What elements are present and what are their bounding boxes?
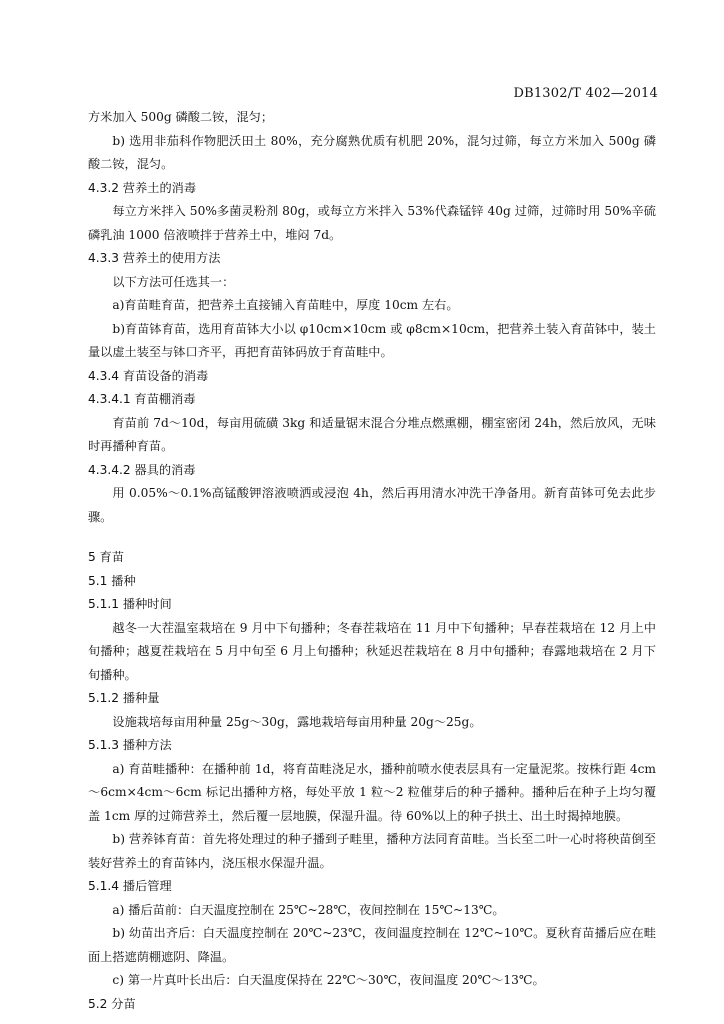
- body-paragraph: 越冬一大茬温室栽培在 9 月中下旬播种；冬春茬栽培在 11 月中下旬播种；早春茬栽培在 12 月上中旬播种；越夏茬栽培在 5 月中旬至 6 月上旬播种；秋延迟茬栽培在 8 月中旬播种；春露地栽培在 2 月下旬播种。: [88, 620, 656, 682]
- section-heading: 5.1.4 播后管理: [88, 879, 172, 893]
- body-paragraph: 设施栽培每亩用种量 25g～30g，露地栽培每亩用种量 20g～25g。: [112, 714, 482, 729]
- section-heading: 4.3.3 营养土的使用方法: [88, 251, 221, 265]
- section-heading: 4.3.4.1 育苗棚消毒: [88, 392, 196, 406]
- section-heading: 5.2 分苗: [88, 996, 136, 1011]
- body-paragraph: a) 育苗畦播种：在播种前 1d，将育苗畦浇足水，播种前喷水使表层具有一定量泥浆。按株行距 4cm～6cm×4cm～6cm 标记出播种方格，每处平放 1 粒～2 粒催芽后的种子播种。播种后在种子上均匀覆盖 1cm 厚的过筛营养土，然后覆一层地膜，保湿升温。待 60%以上的种子拱土、出土时揭掉地膜。: [88, 761, 656, 823]
- body-paragraph: a)育苗畦育苗，把营养土直接铺入育苗畦中，厚度 10cm 左右。: [112, 298, 459, 312]
- document-code: DB1302/T 402—2014: [513, 86, 658, 101]
- section-heading: 4.3.4 育苗设备的消毒: [88, 368, 209, 383]
- section-heading: 5.1.2 播种量: [88, 691, 160, 705]
- body-paragraph: b) 幼苗出齐后：白天温度控制在 20℃~23℃，夜间温度控制在 12℃~10℃。夏秋育苗播后应在畦面上搭遮荫棚遮阴、降温。: [88, 926, 656, 964]
- body-paragraph: 每立方米拌入 50%多菌灵粉剂 80g，或每立方米拌入 53%代森锰锌 40g 过筛，过筛时用 50%辛硫磷乳油 1000 倍液喷拌于营养土中，堆闷 7d。: [88, 204, 656, 242]
- section-heading: 4.3.2 营养土的消毒: [88, 180, 197, 195]
- body-paragraph: b) 营养钵育苗：首先将处理过的种子播到子畦里，播种方法同育苗畦。当长至二叶一心时将秧苗倒至装好营养土的育苗钵内，浇压根水保湿升温。: [88, 832, 656, 870]
- body-paragraph: 用 0.05%～0.1%高锰酸钾溶液喷洒或浸泡 4h，然后再用清水冲洗干净备用。新育苗钵可免去此步骤。: [88, 486, 656, 524]
- body-paragraph: 以下方法可任选其一：: [112, 274, 235, 289]
- section-spacer: [88, 529, 656, 546]
- section-heading: 5 育苗: [88, 550, 125, 564]
- body-paragraph: 育苗前 7d～10d，每亩用硫磺 3kg 和适量锯末混合分堆点燃熏棚，棚室密闭 24h，然后放风，无味时再播种育苗。: [88, 415, 656, 453]
- body-paragraph: b) 选用非茄科作物肥沃田土 80%，充分腐熟优质有机肥 20%，混匀过筛，每立方米加入 500g 磷酸二铵，混匀。: [88, 133, 656, 171]
- body-paragraph: b)育苗钵育苗，选用育苗钵大小以 φ10cm×10cm 或 φ8cm×10cm，把营养土装入育苗钵中，装土量以虚土装至与钵口齐平，再把育苗钵码放于育苗畦中。: [88, 321, 656, 359]
- section-heading: 5.1.1 播种时间: [88, 597, 172, 611]
- section-heading: 5.1 播种: [88, 573, 136, 588]
- section-heading: 4.3.4.2 器具的消毒: [88, 462, 196, 477]
- body-paragraph: a) 播后苗前：白天温度控制在 25℃~28℃，夜间控制在 15℃~13℃。: [112, 902, 505, 917]
- body-paragraph: 方米加入 500g 磷酸二铵，混匀；: [88, 110, 274, 124]
- section-heading: 5.1.3 播种方法: [88, 738, 172, 752]
- document-body: [88, 106, 656, 1016]
- body-paragraph: c) 第一片真叶长出后：白天温度保持在 22℃～30℃，夜间温度 20℃～13℃。: [112, 973, 545, 987]
